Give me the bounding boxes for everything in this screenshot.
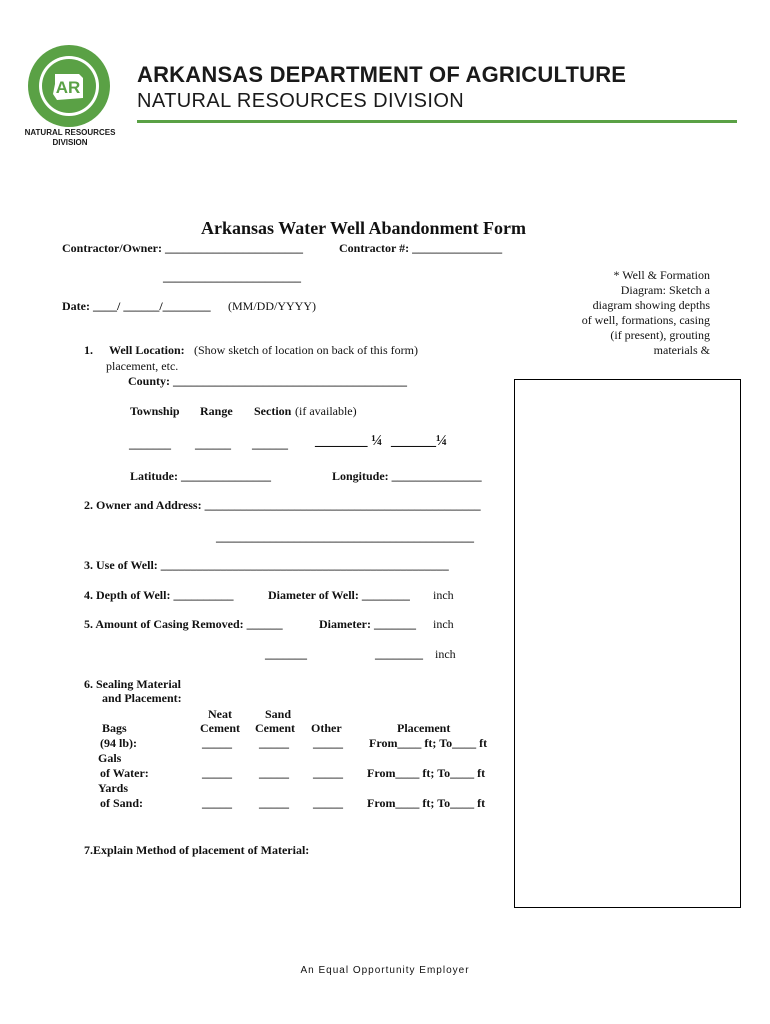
well-formation-sketch-box[interactable] bbox=[514, 379, 741, 908]
casing-removed-field-2[interactable]: _______ bbox=[265, 647, 307, 661]
q7-method-field[interactable]: 7.Explain Method of placement of Material: bbox=[84, 843, 310, 857]
water-placement-cell[interactable]: From____ ft; To____ ft bbox=[367, 766, 486, 780]
row-water-label: of Water: bbox=[100, 766, 149, 780]
longitude-field[interactable]: Longitude: _______________ bbox=[332, 469, 482, 483]
col-sand-cement-header: Cement bbox=[255, 721, 295, 735]
q1-continued: placement, etc. bbox=[106, 359, 179, 373]
diameter-of-well-field[interactable]: Diameter of Well: ________ bbox=[268, 588, 410, 602]
bags-other-cell[interactable]: _____ bbox=[313, 736, 343, 750]
col-other-header: Other bbox=[311, 721, 342, 735]
casing-diameter-unit: inch bbox=[433, 617, 454, 631]
col-placement-header: Placement bbox=[397, 721, 451, 735]
casing-diameter-field[interactable]: Diameter: _______ bbox=[319, 617, 416, 631]
latitude-field[interactable]: Latitude: _______________ bbox=[130, 469, 271, 483]
water-other-cell[interactable]: _____ bbox=[313, 766, 343, 780]
township-label: Township bbox=[130, 404, 180, 418]
contractor-number-field[interactable]: Contractor #: _______________ bbox=[339, 241, 503, 255]
org-name: ARKANSAS DEPARTMENT OF AGRICULTURE bbox=[137, 62, 627, 87]
quarter-field-1[interactable]: _______ ¼ bbox=[315, 433, 383, 449]
range-label: Range bbox=[200, 404, 233, 418]
diagram-instructions: * Well & Formation Diagram: Sketch a diagram showing depths of well, formations, casing (if present), grouting materials & bbox=[581, 268, 710, 357]
range-field[interactable]: ______ bbox=[195, 437, 231, 451]
use-of-well-field[interactable]: 3. Use of Well: ________________________________________________ bbox=[84, 558, 449, 572]
casing-diameter-field-2[interactable]: ________ bbox=[375, 647, 423, 661]
water-sand-cement-cell[interactable]: _____ bbox=[259, 766, 289, 780]
bags-neat-cement-cell[interactable]: _____ bbox=[202, 736, 232, 750]
depth-of-well-field[interactable]: 4. Depth of Well: __________ bbox=[84, 588, 234, 602]
footer-text: An Equal Opportunity Employer bbox=[300, 965, 470, 976]
q6-label-2: and Placement: bbox=[102, 691, 182, 705]
svg-text:AR: AR bbox=[55, 78, 81, 97]
bags-sand-cement-cell[interactable]: _____ bbox=[259, 736, 289, 750]
owner-address-field[interactable]: 2. Owner and Address: ______________________________________________ bbox=[84, 498, 481, 512]
bags-placement-cell[interactable]: From____ ft; To____ ft bbox=[369, 736, 488, 750]
sand-neat-cement-cell[interactable]: _____ bbox=[202, 796, 232, 810]
col-neat-header: Neat bbox=[208, 707, 232, 721]
seal-caption: NATURAL RESOURCES DIVISION bbox=[24, 128, 116, 147]
diameter-unit: inch bbox=[433, 588, 454, 602]
row-gals-label: Gals bbox=[98, 751, 122, 765]
township-field[interactable]: _______ bbox=[129, 437, 171, 451]
section-field[interactable]: ______ bbox=[252, 437, 288, 451]
col-sand-header: Sand bbox=[265, 707, 292, 721]
casing-removed-field[interactable]: 5. Amount of Casing Removed: ______ bbox=[84, 617, 283, 631]
date-field[interactable]: Date: ____/ ______/________ bbox=[62, 299, 211, 313]
casing-diameter-unit-2: inch bbox=[435, 647, 456, 661]
row-yards-label: Yards bbox=[98, 781, 129, 795]
form-title: Arkansas Water Well Abandonment Form bbox=[201, 218, 527, 238]
water-neat-cement-cell[interactable]: _____ bbox=[202, 766, 232, 780]
q1-label: Well Location: bbox=[109, 343, 185, 357]
header-divider bbox=[137, 120, 737, 123]
row-sand-label: of Sand: bbox=[100, 796, 144, 810]
col-neat-cement-header: Cement bbox=[200, 721, 240, 735]
county-field[interactable]: County: _______________________________________ bbox=[128, 374, 408, 388]
sand-sand-cement-cell[interactable]: _____ bbox=[259, 796, 289, 810]
contractor-owner-field[interactable]: Contractor/Owner: _______________________ bbox=[62, 241, 303, 255]
sand-placement-cell[interactable]: From____ ft; To____ ft bbox=[367, 796, 486, 810]
contractor-extra-line[interactable]: _______________________ bbox=[163, 270, 301, 284]
quarter-field-2[interactable]: ______¼ bbox=[391, 433, 448, 449]
q6-label: 6. Sealing Material bbox=[84, 677, 181, 691]
section-label: Section bbox=[254, 404, 292, 418]
division-name: NATURAL RESOURCES DIVISION bbox=[137, 90, 465, 112]
section-note: (if available) bbox=[295, 404, 357, 418]
date-format-hint: (MM/DD/YYYY) bbox=[228, 299, 316, 313]
sand-other-cell[interactable]: _____ bbox=[313, 796, 343, 810]
arkansas-seal-icon bbox=[27, 44, 111, 128]
q1-note: (Show sketch of location on back of this form) bbox=[194, 343, 418, 357]
q1-number: 1. bbox=[84, 343, 93, 357]
owner-address-line-2[interactable]: ___________________________________________ bbox=[216, 530, 474, 544]
row-bags-unit: (94 lb): bbox=[100, 736, 137, 750]
row-bags-label: Bags bbox=[102, 721, 127, 735]
